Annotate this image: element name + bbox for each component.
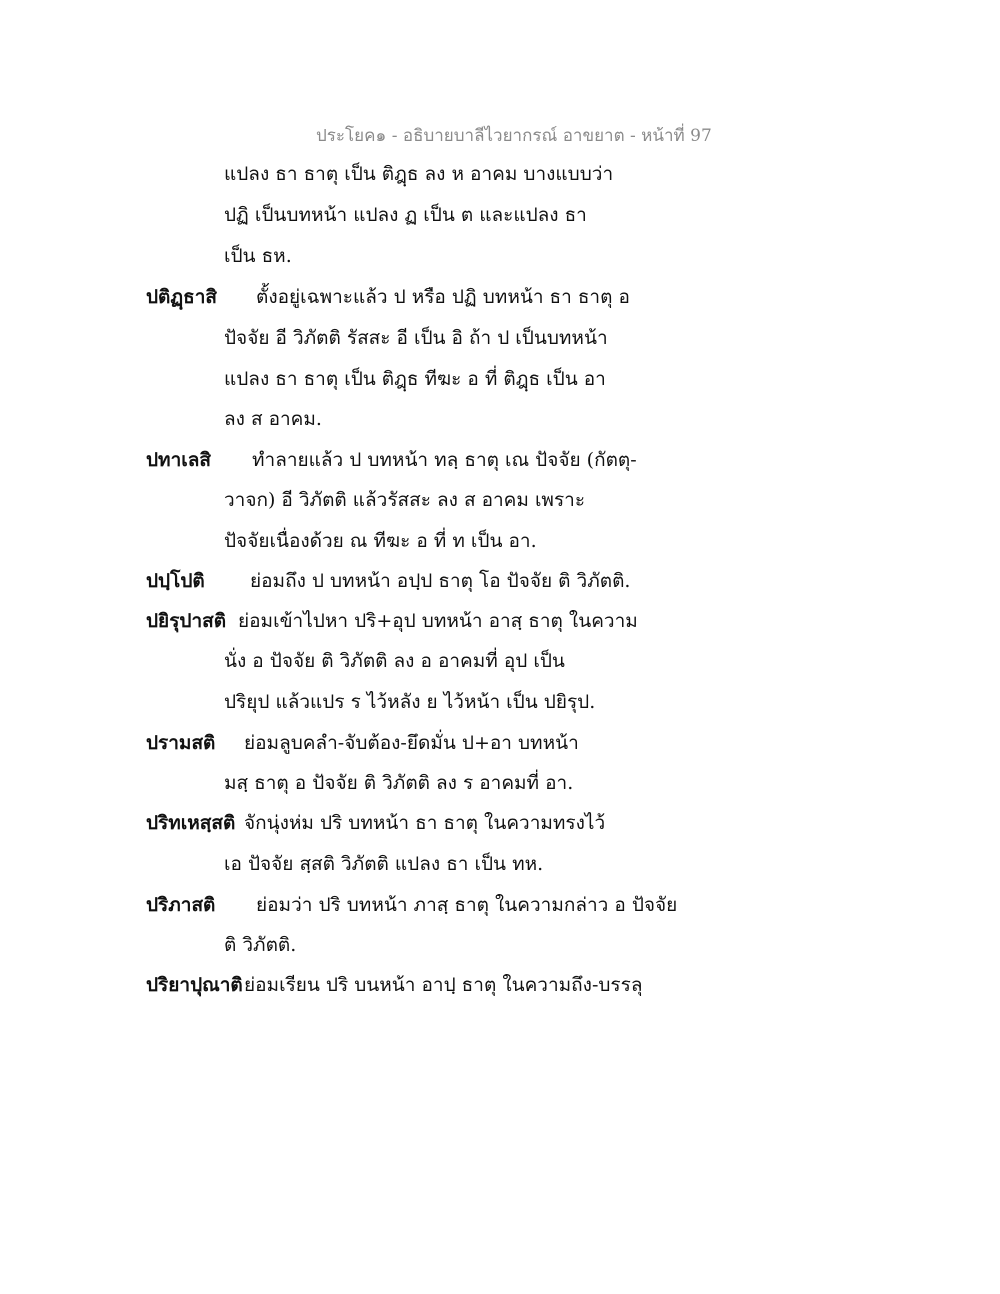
entry-6-line-1: จักนุ่งห่ม ปริ บทหน้า ธา ธาตุ ในความทรงไว้ [244,812,606,834]
page-header: ประโยค๑ - อธิบายบาลีไวยากรณ์ อาขยาต - หน้าที่ 97 [316,126,712,146]
entry-1-line-3: แปลง ธา ธาตุ เป็น ติฎฺธ ทีฆะ อ ที่ ติฎฺธ เป็น อา [224,368,606,390]
entry-4-line-2: นั่ง อ ปัจจัย ติ วิภัตติ ลง อ อาคมที่ อุป เป็น [224,650,565,672]
continuation-line-1: แปลง ธา ธาตุ เป็น ติฎฺธ ลง ห อาคม บางแบบว่า [224,163,614,185]
entry-4-line-3: ปริยุป แล้วแปร ร ไว้หลัง ย ไว้หน้า เป็น ปยิรุป. [224,691,596,713]
entry-6-line-2: เอ ปัจจัย สฺสติ วิภัตติ แปลง ธา เป็น ทห. [224,853,544,875]
entry-2-line-2: วาจก) อี วิภัตติ แล้วรัสสะ ลง ส อาคม เพราะ [224,489,586,511]
entry-3-line-1: ย่อมถึง ป บทหน้า อปฺป ธาตุ โอ ปัจจัย ติ วิภัตติ. [250,570,631,592]
entry-1-line-1: ตั้งอยู่เฉพาะแล้ว ป หรือ ปฏิ บทหน้า ธา ธาตุ อ [256,286,630,308]
continuation-line-3: เป็น ธห. [224,245,292,267]
entry-4-line-1: ย่อมเข้าไปหา ปริ+อุป บทหน้า อาสฺ ธาตุ ในความ [238,610,638,632]
entry-5-line-2: มสฺ ธาตุ อ ปัจจัย ติ วิภัตติ ลง ร อาคมที่ อา. [224,772,574,794]
entry-8-line-1: ย่อมเรียน ปริ บนหน้า อาปฺ ธาตุ ในความถึง-บรรลุ [244,974,643,996]
entry-term-payirupasati: ปยิรุปาสติ [146,610,227,632]
entry-term-paridahessati: ปริทเหสฺสติ [146,812,236,834]
entry-term-paribhasati: ปริภาสติ [146,894,216,916]
entry-term-pariyapunati: ปริยาปุณาติ [146,974,243,996]
entry-2-line-1: ทำลายแล้ว ป บทหน้า ทลฺ ธาตุ เณ ปัจจัย (กัตตุ- [252,449,637,471]
entry-term-papposi: ปปฺโปติ [146,570,205,592]
entry-5-line-1: ย่อมลูบคลำ-จับต้อง-ยึดมั่น ป+อา บทหน้า [244,732,579,754]
entry-7-line-2: ติ วิภัตติ. [224,934,297,956]
entry-term-patitthasi: ปติฏฺธาสิ [146,286,218,308]
entry-7-line-1: ย่อมว่า ปริ บทหน้า ภาสฺ ธาตุ ในความกล่าว อ ปัจจัย [256,894,678,916]
entry-term-padalesi: ปทาเลสิ [146,449,211,471]
entry-2-line-3: ปัจจัยเนื่องด้วย ณ ทีฆะ อ ที่ ท เป็น อา. [224,530,537,552]
entry-term-paramasati: ปรามสติ [146,732,216,754]
entry-1-line-2: ปัจจัย อี วิภัตติ รัสสะ อี เป็น อิ ถ้า ป เป็นบทหน้า [224,327,608,349]
entry-1-line-4: ลง ส อาคม. [224,408,322,430]
continuation-line-2: ปฏิ เป็นบทหน้า แปลง ฏ เป็น ต และแปลง ธา [224,204,587,226]
